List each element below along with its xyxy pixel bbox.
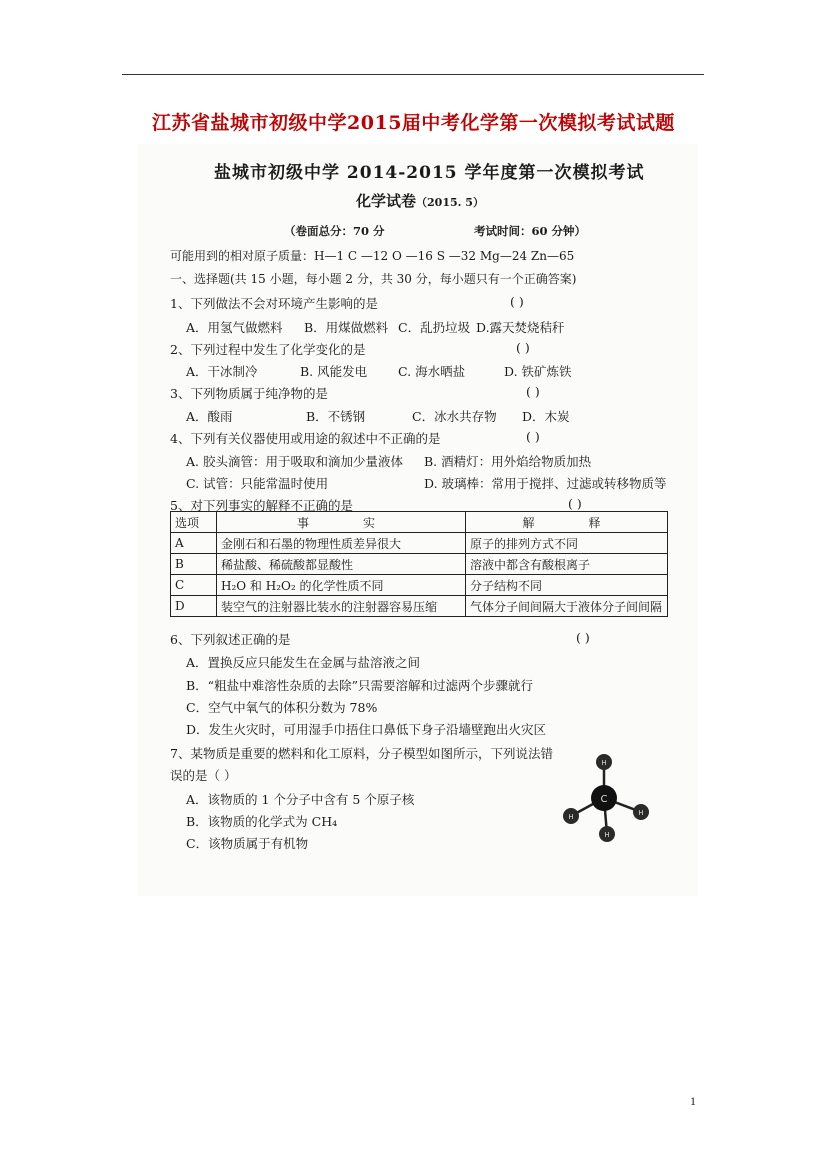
row-fact: H₂O 和 H₂O₂ 的化学性质不同 — [217, 575, 466, 596]
q6-option-d: D．发生火灾时，可用湿手巾捂住口鼻低下身子沿墙壁跑出火灾区 — [186, 722, 547, 737]
row-fact: 稀盐酸、稀硫酸都显酸性 — [217, 554, 466, 575]
q3-option-c: C．冰水共存物 — [412, 409, 497, 424]
total-score: （卷面总分：70 分 — [284, 224, 385, 238]
row-fact: 装空气的注射器比装水的注射器容易压缩 — [217, 596, 466, 617]
table-header-row — [171, 512, 668, 533]
row-option: D — [171, 596, 217, 617]
q4-option-a: A. 胶头滴管：用于吸取和滴加少量液体 — [186, 454, 403, 469]
page-number: 1 — [690, 1094, 696, 1108]
table-row — [171, 596, 668, 617]
section-heading: 一、选择题(共 15 小题，每小题 2 分，共 30 分，每小题只有一个正确答案) — [170, 272, 577, 286]
document-title: 江苏省盐城市初级中学2015届中考化学第一次模拟考试试题 — [152, 112, 675, 134]
carbon-label: C — [600, 794, 608, 805]
q3-option-a: A．酸雨 — [186, 409, 233, 424]
exam-time: 考试时间：60 分钟） — [474, 224, 587, 238]
q6-option-a: A．置换反应只能发生在金属与盐溶液之间 — [186, 655, 421, 670]
q1-option-a: A．用氢气做燃料 — [186, 320, 283, 335]
q2-stem: 2、下列过程中发生了化学变化的是 — [170, 342, 366, 357]
row-option: A — [171, 533, 217, 554]
q7-stem-line1: 7、某物质是重要的燃料和化工原料，分子模型如图所示，下列说法错 — [170, 746, 553, 761]
row-explanation: 溶液中都含有酸根离子 — [466, 554, 668, 575]
q7-option-c: C．该物质属于有机物 — [186, 836, 309, 851]
row-fact: 金刚石和石墨的物理性质差异很大 — [217, 533, 466, 554]
q1-answer-blank: ( ) — [510, 294, 524, 309]
q7-option-b: B．该物质的化学式为 CH₄ — [186, 814, 338, 829]
q6-option-b: B．“粗盐中难溶性杂质的去除”只需要溶解和过滤两个步骤就行 — [186, 678, 533, 693]
q6-answer-blank: ( ) — [576, 630, 590, 645]
exam-title: 盐城市初级中学 2014-2015 学年度第一次模拟考试 — [214, 163, 645, 183]
hydrogen-label: H — [601, 759, 607, 767]
q2-option-a: A．干冰制冷 — [186, 364, 258, 379]
table-row — [171, 533, 668, 554]
table-row — [171, 575, 668, 596]
exam-date: （2015. 5） — [416, 196, 484, 209]
q1-option-b: B．用煤做燃料 — [304, 320, 389, 335]
q6-stem: 6、下列叙述正确的是 — [170, 632, 291, 647]
hydrogen-label: H — [638, 809, 644, 817]
subject-label: 化学试卷 — [356, 192, 417, 210]
methane-model-icon — [557, 748, 677, 848]
table-row — [171, 554, 668, 575]
row-explanation: 原子的排列方式不同 — [466, 533, 668, 554]
q4-stem: 4、下列有关仪器使用或用途的叙述中不正确的是 — [170, 431, 441, 446]
q1-option-c: C．乱扔垃圾 — [398, 320, 471, 335]
q2-option-d: D. 铁矿炼铁 — [504, 364, 572, 379]
q5-stem: 5、对下列事实的解释不正确的是 — [170, 498, 353, 513]
row-explanation: 分子结构不同 — [466, 575, 668, 596]
q7-option-a: A．该物质的 1 个分子中含有 5 个原子核 — [186, 792, 415, 807]
q3-option-d: D．木炭 — [522, 409, 570, 424]
q6-option-c: C．空气中氧气的体积分数为 78% — [186, 700, 378, 715]
hydrogen-label: H — [568, 813, 574, 821]
q4-answer-blank: ( ) — [526, 429, 540, 444]
atomic-masses: 可能用到的相对原子质量：H—1 C —12 O —16 S —32 Mg—24 Zn—65 — [170, 249, 575, 263]
q3-option-b: B．不锈钢 — [306, 409, 366, 424]
header-rule — [122, 74, 704, 75]
q2-option-c: C. 海水晒盐 — [398, 364, 466, 379]
q2-answer-blank: ( ) — [516, 340, 530, 355]
q3-answer-blank: ( ) — [526, 384, 540, 399]
exam-subject — [356, 190, 484, 211]
q2-option-b: B. 风能发电 — [300, 364, 368, 379]
q3-stem: 3、下列物质属于纯净物的是 — [170, 386, 328, 401]
q5-answer-blank: ( ) — [568, 496, 582, 511]
header-option: 选项 — [171, 512, 217, 533]
q4-option-b: B. 酒精灯：用外焰给物质加热 — [424, 454, 592, 469]
row-explanation: 气体分子间间隔大于液体分子间间隔 — [466, 596, 668, 617]
q4-option-c: C. 试管：只能常温时使用 — [186, 476, 329, 491]
header-fact: 事 实 — [217, 512, 466, 533]
header-explanation: 解 释 — [466, 512, 668, 533]
q1-option-d: D.露天焚烧秸秆 — [476, 320, 565, 335]
hydrogen-label: H — [604, 831, 610, 839]
row-option: B — [171, 554, 217, 575]
q4-option-d: D. 玻璃棒：常用于搅拌、过滤或转移物质等 — [424, 476, 667, 491]
q7-stem-line2: 误的是（ ） — [170, 768, 237, 783]
row-option: C — [171, 575, 217, 596]
q1-stem: 1、下列做法不会对环境产生影响的是 — [170, 296, 378, 311]
q5-facts-table — [170, 511, 668, 617]
